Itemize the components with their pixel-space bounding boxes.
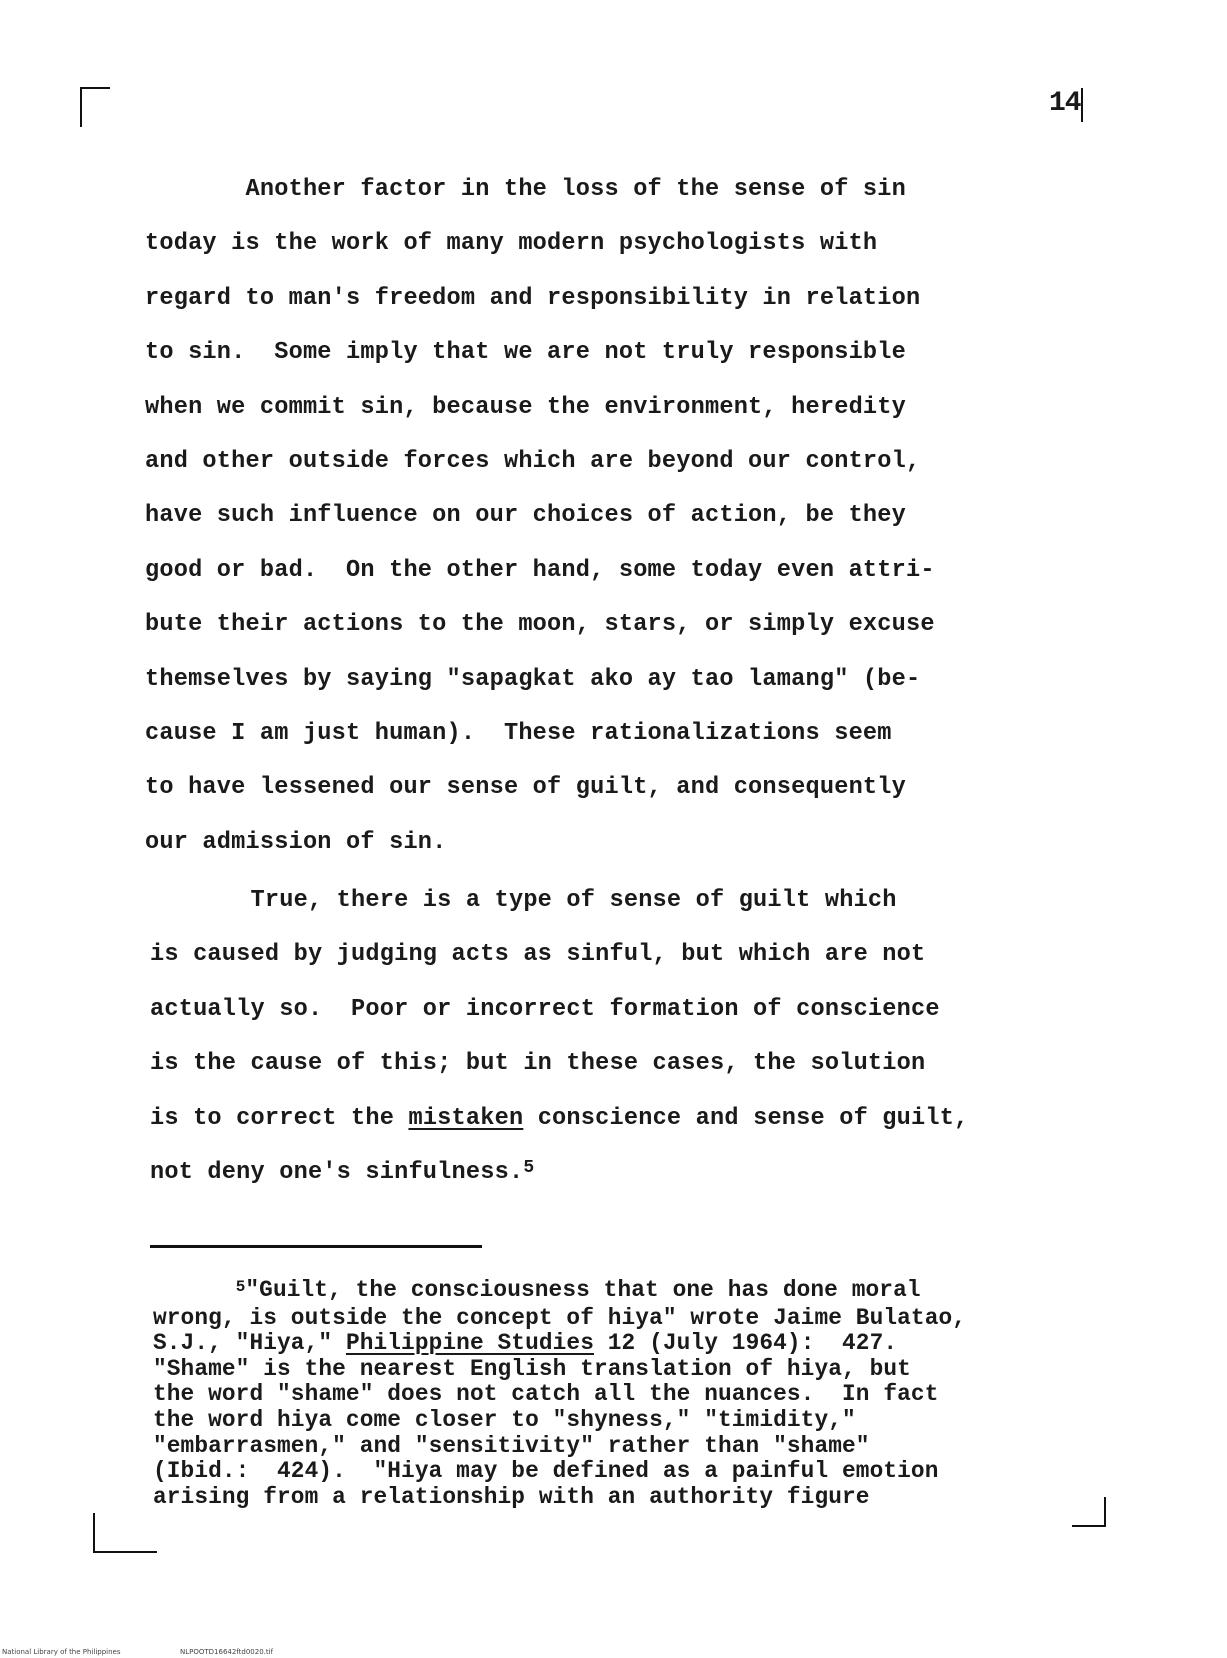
crop-mark-top-left: [80, 87, 110, 127]
text-line: is to correct the: [150, 1104, 409, 1132]
text-line-end: conscience and sense of guilt,: [523, 1104, 969, 1132]
text-line: True, there is a type of sense of guilt which: [150, 887, 897, 914]
text-line: bute their actions to the moon, stars, or simply excuse: [145, 611, 935, 639]
text-line: actually so. Poor or incorrect formation of conscience: [150, 995, 940, 1023]
footnote-line: "embarrasmen," and "sensitivity" rather than "shame": [153, 1432, 870, 1459]
crop-mark-bottom-left: [93, 1513, 157, 1553]
text-line: cause I am just human). These rationalizations seem: [145, 720, 892, 748]
footer-library-name: National Library of the Philippines: [2, 1648, 121, 1656]
journal-title: Philippine Studies: [345, 1330, 594, 1357]
text-line: to sin. Some imply that we are not truly responsible: [145, 339, 907, 367]
footnote-line: (Ibid.: 424). "Hiya may be defined as a painful emotion: [153, 1458, 939, 1485]
paragraph-2: [150, 874, 1050, 1201]
text-line: is the cause of this; but in these cases, the solution: [150, 1050, 926, 1078]
footnote-line: the word "shame" does not catch all the nuances. In fact: [153, 1381, 939, 1408]
text-line: to have lessened our sense of guilt, and consequently: [145, 774, 907, 802]
paragraph-1: [145, 163, 1045, 870]
footnote-line: "Guilt, the consciousness that one has done moral: [245, 1277, 921, 1303]
text-line: is caused by judging acts as sinful, but which are not: [150, 941, 926, 969]
text-line: good or bad. On the other hand, some today even attri-: [145, 556, 935, 584]
text-line: today is the work of many modern psychologists with: [145, 230, 878, 258]
text-line: our admission of sin.: [145, 828, 447, 856]
footnote-line-end: 12 (July 1964): 427.: [593, 1330, 898, 1357]
text-line: Another factor in the loss of the sense of sin: [145, 176, 907, 203]
footnote-line: arising from a relationship with an authority figure: [153, 1483, 870, 1510]
footnote-line: S.J., "Hiya,": [153, 1330, 346, 1357]
footnote-marker: 5: [235, 1278, 246, 1296]
footer-file-name: NLPOOTD16642ftd0020.tif: [180, 1648, 274, 1656]
text-line: have such influence on our choices of action, be they: [145, 502, 907, 530]
text-line: themselves by saying "sapagkat ako ay tao lamang" (be-: [145, 665, 921, 693]
footnote-line: wrong, is outside the concept of hiya" wrote Jaime Bulatao,: [153, 1304, 967, 1331]
page-number: 14: [1049, 88, 1081, 119]
footnote-line: the word hiya come closer to "shyness," "timidity,": [153, 1406, 856, 1433]
text-line: and other outside forces which are beyond our control,: [145, 448, 921, 476]
page-number-mark: [1081, 88, 1083, 122]
footnote-separator: [150, 1245, 482, 1248]
text-line: not deny one's sinfulness.: [150, 1159, 524, 1187]
footnote-reference: 5: [523, 1158, 535, 1179]
text-line: when we commit sin, because the environment, heredity: [145, 393, 907, 421]
text-line: regard to man's freedom and responsibility in relation: [145, 284, 921, 312]
footnote: [153, 1278, 1083, 1510]
underlined-word: mistaken: [408, 1104, 524, 1132]
footnote-line: "Shame" is the nearest English translation of hiya, but: [153, 1355, 911, 1382]
